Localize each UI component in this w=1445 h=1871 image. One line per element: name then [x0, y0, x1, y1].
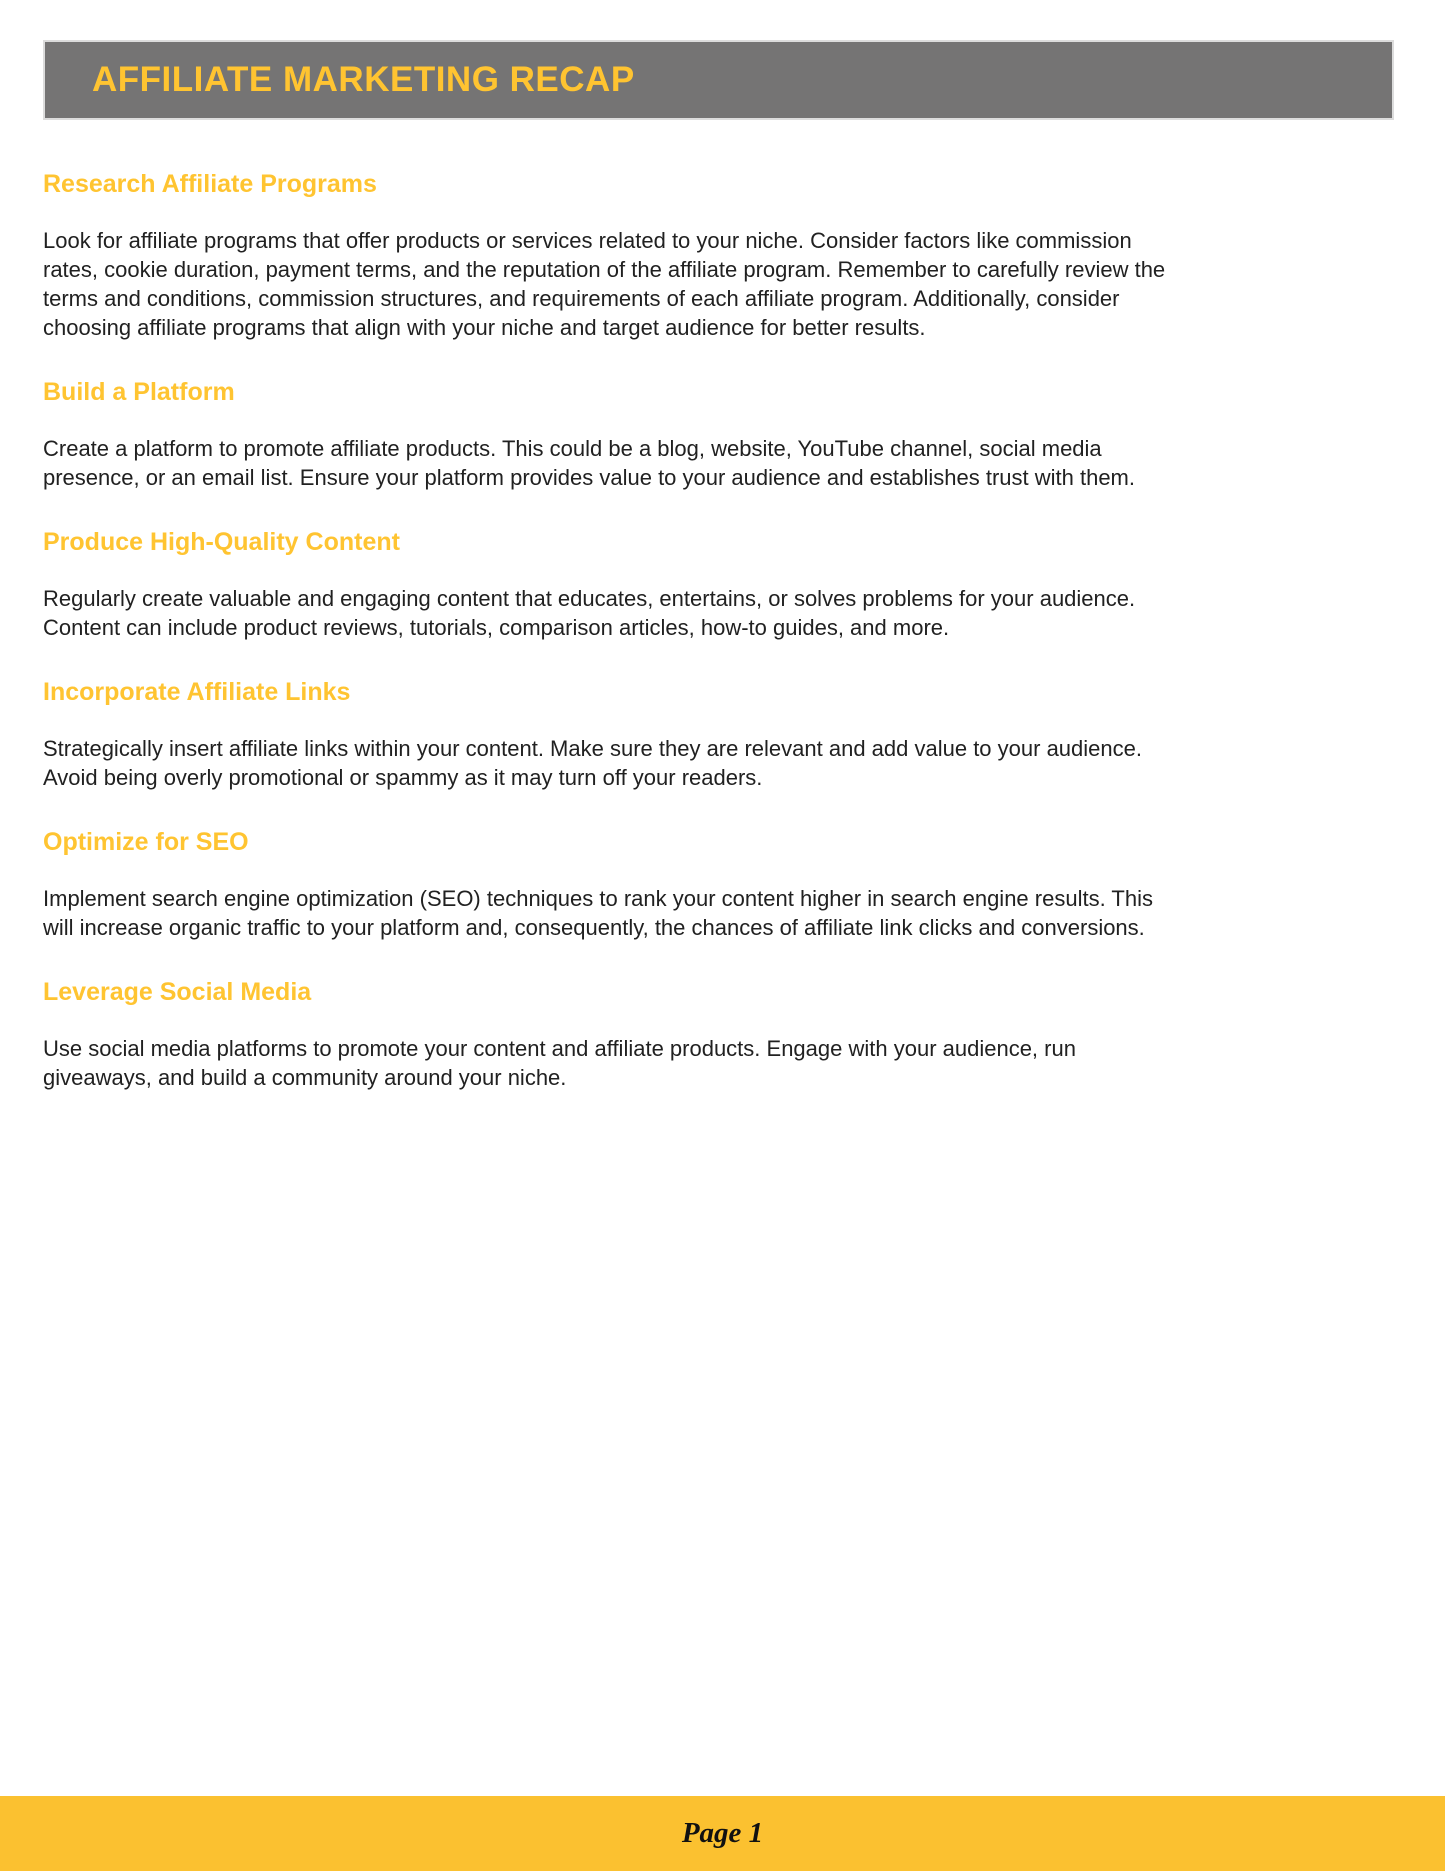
section-heading-optimize-for-seo: Optimize for SEO	[43, 828, 249, 856]
section-heading-build-a-platform: Build a Platform	[43, 378, 235, 406]
section-heading-research-affiliate-programs: Research Affiliate Programs	[43, 170, 377, 198]
section-optimize-for-seo	[43, 827, 1167, 942]
section-heading-leverage-social-media: Leverage Social Media	[43, 978, 312, 1006]
page-footer-bar	[0, 1796, 1445, 1871]
section-heading-incorporate-affiliate-links: Incorporate Affiliate Links	[43, 678, 351, 706]
section-paragraph-build-a-platform: Create a platform to promote affiliate products. This could be a blog, website, YouTube channel, social media presence, or an email list. Ensure your platform provides value to your audience and establishes trust with them.	[43, 436, 1135, 490]
section-paragraph-produce-high-quality-content: Regularly create valuable and engaging content that educates, entertains, or solves problems for your audience. Content can include product reviews, tutorials, comparison articles, how-to guides, and more.	[43, 586, 1136, 640]
page-number: Page 1	[681, 1817, 764, 1849]
section-paragraph-research-affiliate-programs: Look for affiliate programs that offer products or services related to your niche. Consider factors like commission rates, cookie duration, payment terms, and the reputation of the affiliate program. Remember to carefully review the terms and conditions, commission structures, and requirements of each affiliate program. Additionally, consider choosing affiliate programs that align with your niche and target audience for better results.	[43, 228, 1166, 340]
page-title: AFFILIATE MARKETING RECAP	[92, 60, 635, 99]
page-header-bar	[43, 40, 1394, 120]
section-incorporate-affiliate-links	[43, 677, 1167, 792]
section-paragraph-leverage-social-media: Use social media platforms to promote your content and affiliate products. Engage with your audience, run giveaways, and build a community around your niche.	[43, 1036, 1076, 1090]
section-paragraph-optimize-for-seo: Implement search engine optimization (SEO) techniques to rank your content higher in search engine results. This will increase organic traffic to your platform and, consequently, the chances of affiliate link clicks and conversions.	[43, 886, 1153, 940]
section-heading-produce-high-quality-content: Produce High-Quality Content	[43, 528, 400, 556]
section-build-a-platform	[43, 377, 1167, 492]
section-produce-high-quality-content	[43, 527, 1167, 642]
section-research-affiliate-programs	[43, 169, 1167, 342]
section-paragraph-incorporate-affiliate-links: Strategically insert affiliate links within your content. Make sure they are relevant and add value to your audience. Avoid being overly promotional or spammy as it may turn off your readers.	[43, 736, 1142, 790]
document-body	[43, 120, 1167, 1092]
section-leverage-social-media	[43, 977, 1167, 1092]
